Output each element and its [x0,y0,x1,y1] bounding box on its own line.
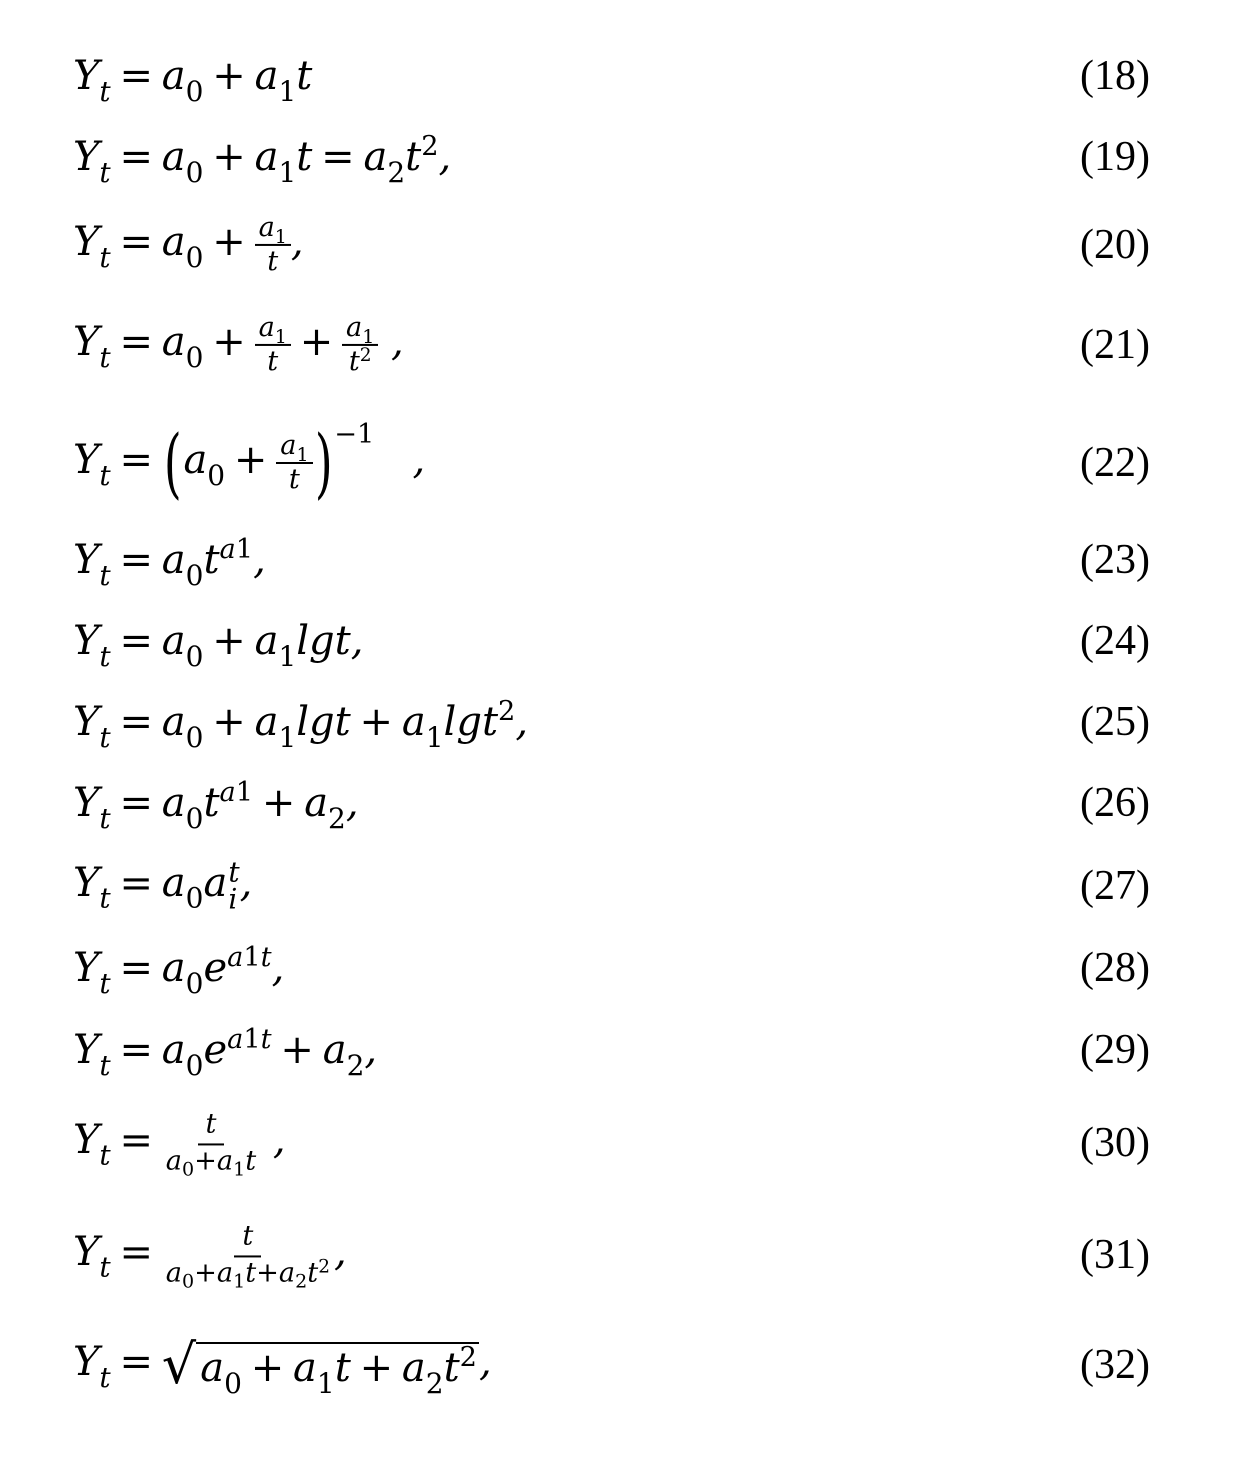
formula-22: $Y_t = (a_0$ + $\frac{a_1}{t}$ )$^{-1}$ , [73,418,426,507]
equation-number-29: (29) [1080,1027,1150,1073]
equation-number-27: (27) [1080,863,1150,909]
equation-number-23: (23) [1080,537,1150,583]
equation-number-20: (20) [1080,222,1150,268]
equation-number-25: (25) [1080,699,1150,745]
formula-24: $Y_t = a_0 + a_1\lg t$, [73,618,364,673]
equation-number-32: (32) [1080,1342,1150,1388]
formula-32: $Y_t$ = √ $a_0 + a_1t + a_2t^2$, [73,1333,492,1400]
equation-number-19: (19) [1080,134,1150,180]
equation-number-22: (22) [1080,440,1150,486]
equation-number-28: (28) [1080,945,1150,991]
equation-number-21: (21) [1080,322,1150,368]
formula-29: $Y_t = a_0e^{a1t} + a_2$, [73,1024,378,1082]
formula-30: $Y_t$ = $\frac{t}{a_0+a_1t}$ , [73,1108,286,1181]
formula-27: $Y_t = a_0a$ t i , [73,855,253,915]
formula-25: $Y_t = a_0 + a_1\lg t + a_1\lg t^2$, [73,696,529,754]
formula-20: $Y_t = a_0$ + $\frac{a_1}{t}$ , [73,211,304,277]
formula-31: $Y_t$ = $\frac{t}{a_0+a_1t+a_2t^2}$ , [73,1220,347,1293]
formula-19: $Y_t = a_0 + a_1t = a_2t^2$, [73,131,452,189]
equation-number-30: (30) [1080,1120,1150,1166]
equation-number-18: (18) [1080,53,1150,99]
equation-number-24: (24) [1080,618,1150,664]
equation-number-26: (26) [1080,780,1150,826]
equation-number-31: (31) [1080,1232,1150,1278]
formula-23: $Y_t = a_0t^{a1}$, [73,534,266,592]
formula-18: $Y_t = a_0 + a_1t$ [73,53,313,108]
formula-26: $Y_t = a_0t^{a1} + a_2$, [73,777,359,835]
formula-28: $Y_t = a_0e^{a1t}$, [73,942,285,1000]
formula-21: $Y_t = a_0$ + $\frac{a_1}{t}$ + $\frac{a_1}{t^2}$ , [73,311,404,377]
